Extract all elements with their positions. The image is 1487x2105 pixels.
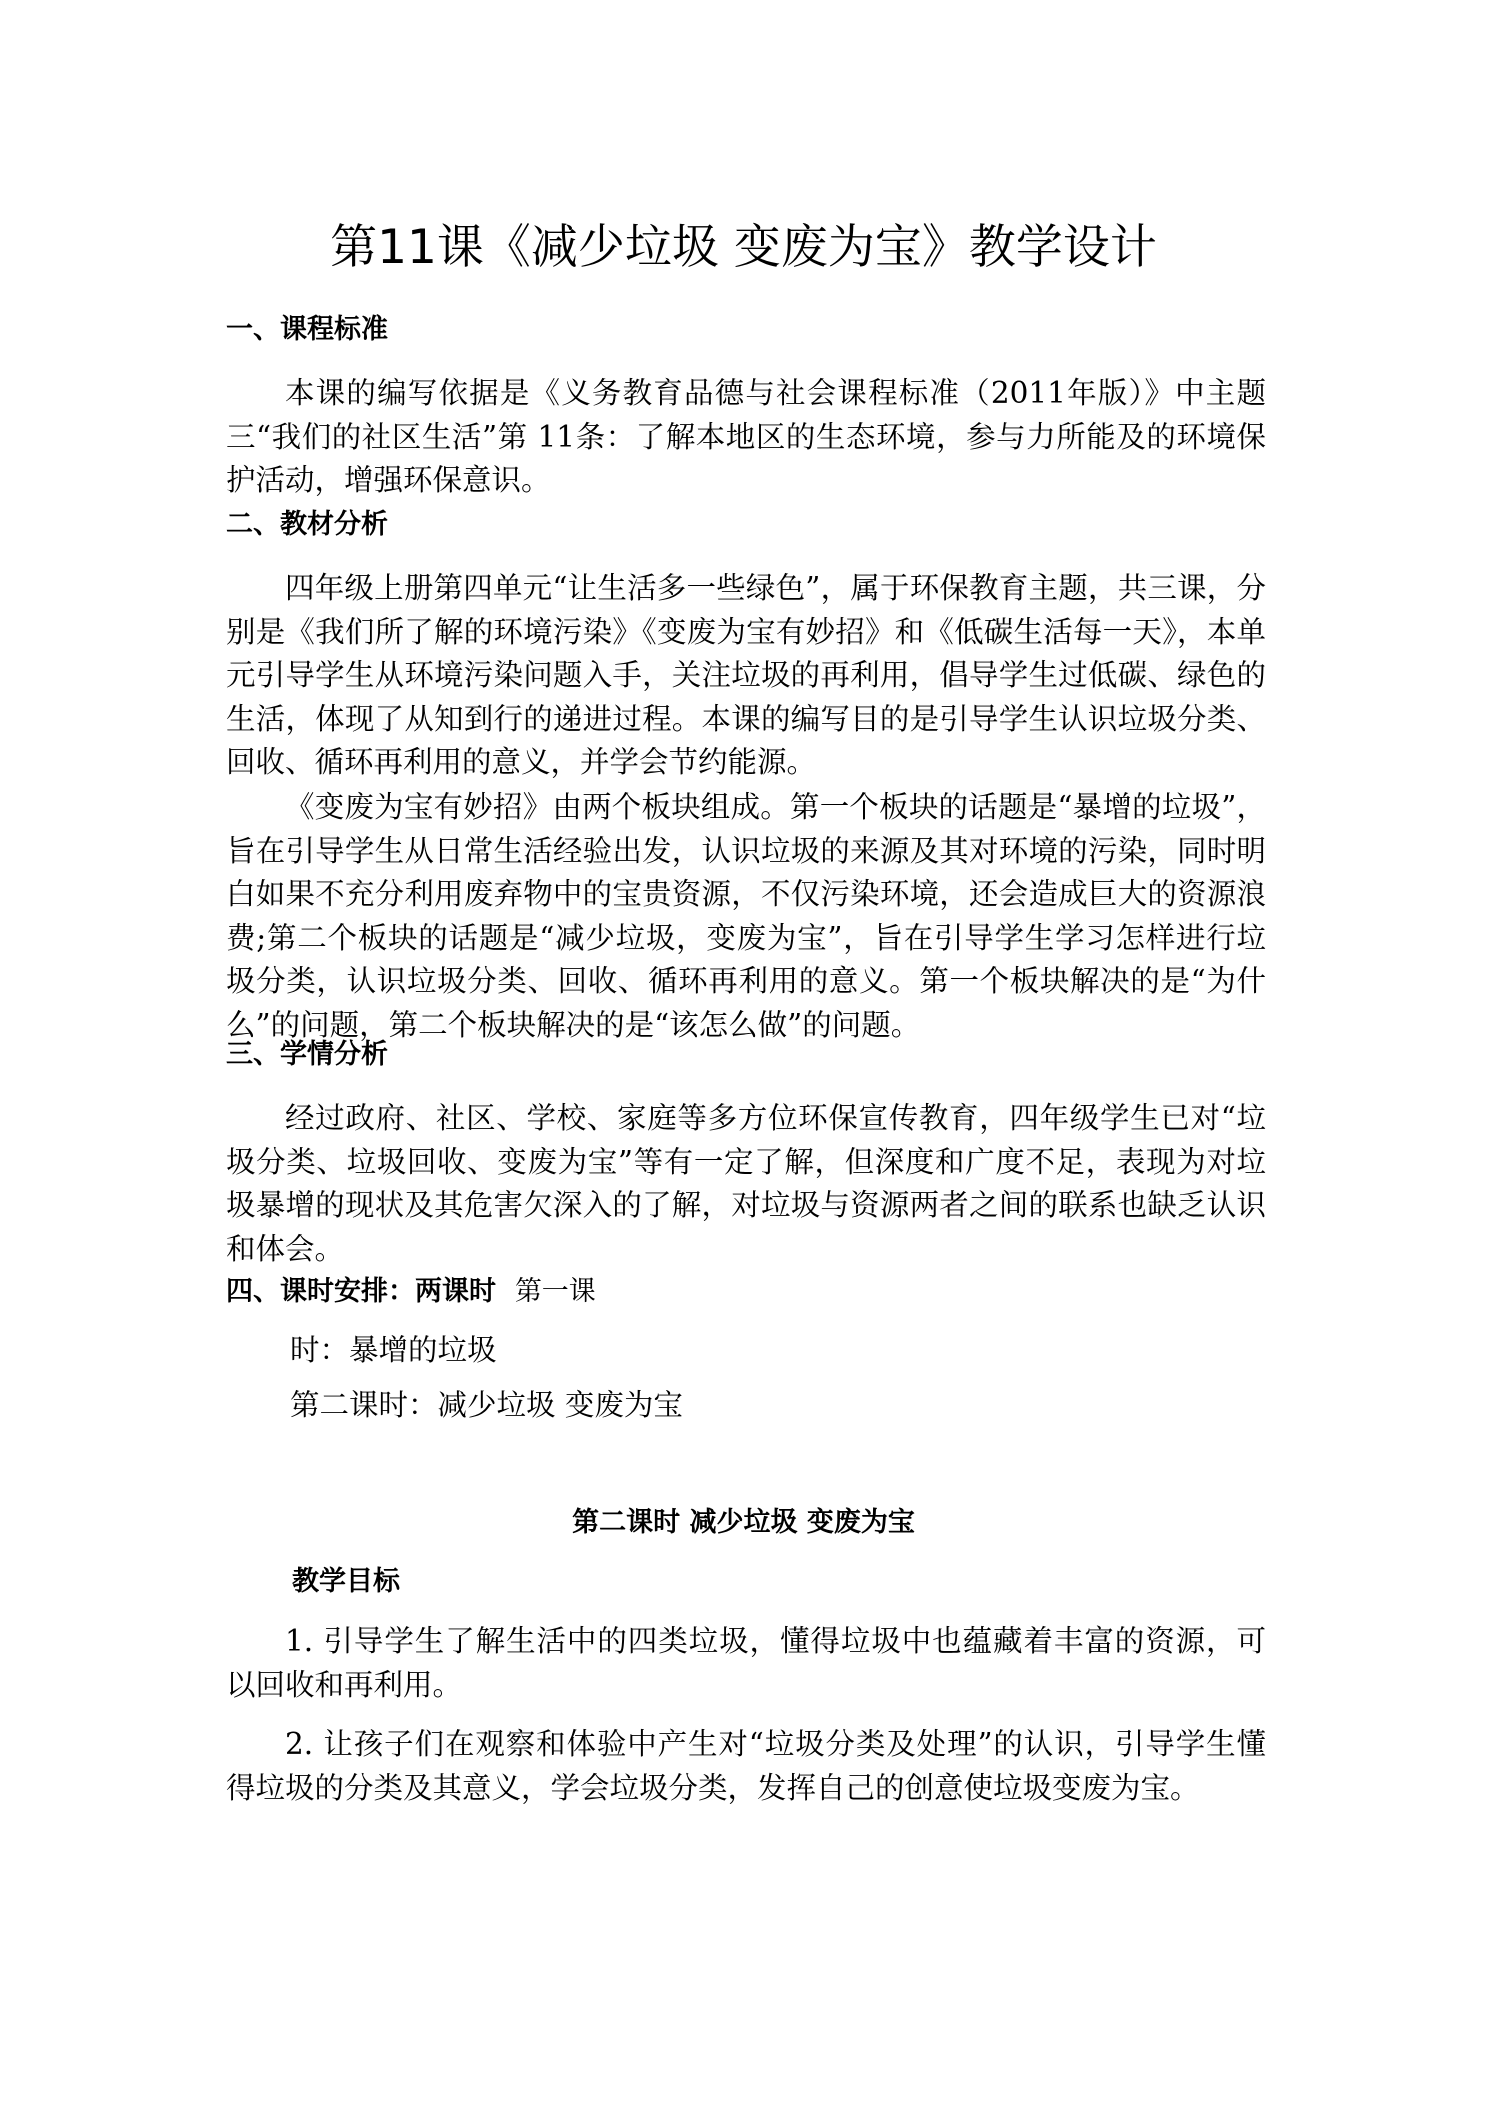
section-heading-schedule <box>226 1272 596 1312</box>
objective-item-1: 1. 引导学生了解生活中的四类垃圾，懂得垃圾中也蕴藏着丰富的资源，可以回收和再利用。 <box>226 1624 1266 1702</box>
schedule-heading-tail: 第一课 <box>514 1276 596 1307</box>
section-heading-textbook-analysis: 二、教材分析 <box>226 509 388 540</box>
section-heading-student-analysis: 三、学情分析 <box>226 1039 388 1070</box>
schedule-line-lesson-1: 时：暴增的垃圾 <box>290 1333 497 1367</box>
lesson2-subtitle: 第二课时 减少垃圾 变废为宝 <box>572 1507 915 1538</box>
section-heading-curriculum-standard: 一、课程标准 <box>226 314 388 345</box>
objective-item-2: 2. 让孩子们在观察和体验中产生对“垃圾分类及处理”的认识，引导学生懂得垃圾的分类及其意义，学会垃圾分类，发挥自己的创意使垃圾变废为宝。 <box>226 1727 1266 1805</box>
document-title: 第11课《减少垃圾 变废为宝》教学设计 <box>330 220 1157 275</box>
paragraph-student-analysis: 经过政府、社区、学校、家庭等多方位环保宣传教育，四年级学生已对“垃圾分类、垃圾回收、变废为宝”等有一定了解，但深度和广度不足，表现为对垃圾暴增的现状及其危害欠深入的了解，对垃圾与资源两者之间的联系也缺乏认识和体会。 <box>226 1101 1266 1266</box>
schedule-line-lesson-2: 第二课时：减少垃圾 变废为宝 <box>290 1388 683 1422</box>
paragraph-textbook-analysis-1: 四年级上册第四单元“让生活多一些绿色”，属于环保教育主题，共三课，分别是《我们所了解的环境污染》《变废为宝有妙招》和《低碳生活每一天》，本单元引导学生从环境污染问题入手，关注垃圾的再利用，倡导学生过低碳、绿色的生活，体现了从知到行的递进过程。本课的编写目的是引导学生认识垃圾分类、回收、循环再利用的意义，并学会节约能源。 <box>226 571 1266 779</box>
paragraph-curriculum-standard: 本课的编写依据是《义务教育品德与社会课程标准（2011年版）》中主题三“我们的社区生活”第 11条：了解本地区的生态环境，参与力所能及的环境保护活动，增强环保意识。 <box>226 376 1266 497</box>
schedule-heading-label: 四、课时安排：两课时 <box>226 1276 496 1307</box>
objectives-heading: 教学目标 <box>292 1566 400 1597</box>
paragraph-textbook-analysis-2: 《变废为宝有妙招》由两个板块组成。第一个板块的话题是“暴增的垃圾”，旨在引导学生从日常生活经验出发，认识垃圾的来源及其对环境的污染，同时明白如果不充分利用废弃物中的宝贵资源，不仅污染环境，还会造成巨大的资源浪费;第二个板块的话题是“减少垃圾，变废为宝”，旨在引导学生学习怎样进行垃圾分类，认识垃圾分类、回收、循环再利用的意义。第一个板块解决的是“为什么”的问题，第二个板块解决的是“该怎么做”的问题。 <box>226 790 1266 1042</box>
